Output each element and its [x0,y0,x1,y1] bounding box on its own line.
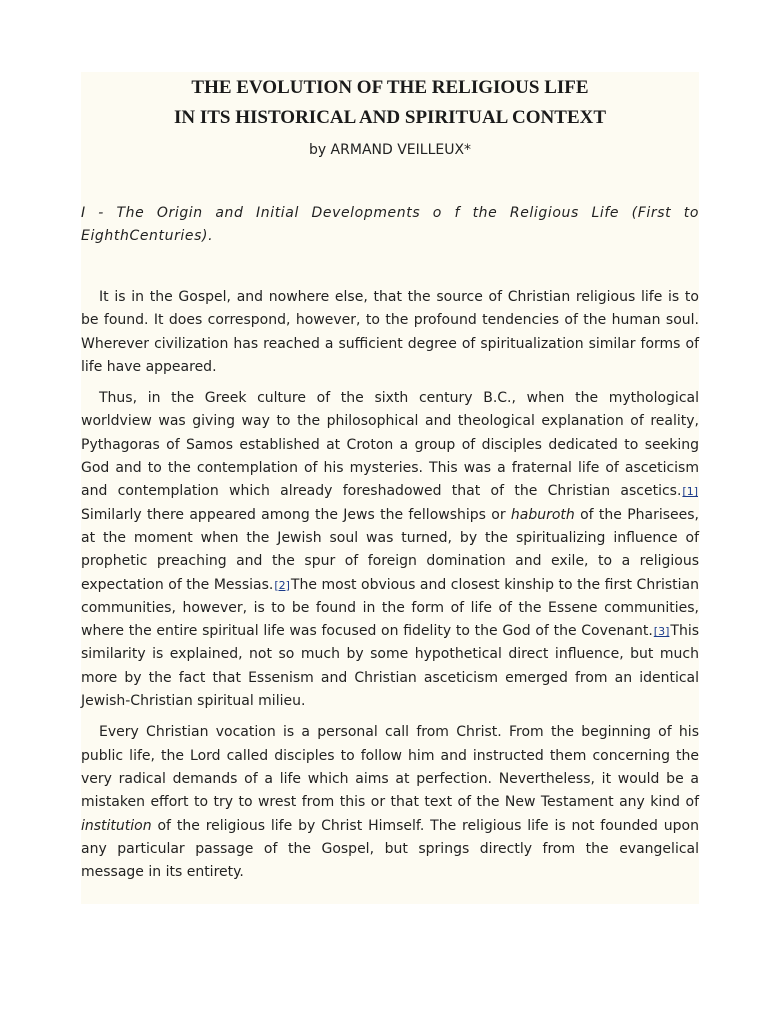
paragraph-1: It is in the Gospel, and nowhere else, that the source of Christian religious life is to be found. It does correspond, however, to the profound tendencies of the human soul. Wherever civilization has reached a sufficient degree of spiritualization similar forms of life have appeared. [81,289,699,375]
byline: by ARMAND VEILLEUX* [308,142,472,158]
document-sheet [81,72,699,904]
paragraph-2-text-a: Thus, in the Greek culture of the sixth century B.C., when the mythological worldview was giving way to the philosophical and theological explanation of reality, Pythagoras of Samos established at Croton a group of disciples dedicated to seeking God and to the contemplation of his mysteries. This was a fraternal life of asceticism and contemplation which already foreshadowed that of the Christian ascetics. [81,390,699,500]
article-body [81,286,699,892]
institution-term: institution [81,817,152,834]
footnote-link-2[interactable]: [2] [274,578,290,592]
footnote-link-3[interactable]: [3] [653,625,670,639]
paragraph-2-text-b: Similarly there appeared among the Jews the fellowships or [81,506,511,523]
paragraph-2-text-c: of the Pharisees, at the moment when the Jewish soul was turned, by the spiritualizing influence of prophetic preaching and the spur of foreign domination and exile, to a religious expectation of the Messias. [81,506,699,593]
section-heading: I - The Origin and Initial Developments o f the Religious Life (First to EighthCenturies). [81,205,699,244]
haburoth-term: haburoth [510,506,575,523]
paragraph-3-text-b: of the religious life by Christ Himself. The religious life is not founded upon any particular passage of the Gospel, but springs directly from the evangelical message in its entirety. [81,817,699,881]
title-line-2: IN ITS HISTORICAL AND SPIRITUAL CONTEXT [173,107,607,128]
footnote-link-1[interactable]: [1] [682,485,698,499]
paragraph-2 [81,387,699,713]
title-line-1: THE EVOLUTION OF THE RELIGIOUS LIFE [191,77,589,98]
paragraph-3-text-a: Every Christian vocation is a personal call from Christ. From the beginning of his public life, the Lord called disciples to follow him and instructed them concerning the very radical demands of a life which aims at perfection. Nevertheless, it would be a mistaken effort to try to wrest from this or that text of the New Testament any kind of [81,724,699,811]
paragraph-3 [81,721,699,884]
paragraph-2-text-e: This similarity is explained, not so much by some hypothetical direct influence, but much more by the fact that Essenism and Christian asceticism emerged from an identical Jewish-Christian spiritual milieu. [81,623,699,710]
paragraph-2-text-d: The most obvious and closest kinship to the first Christian communities, however, is to be found in the form of life of the Essene communities, where the entire spiritual life was focused on fidelity to the God of the Covenant. [81,576,699,640]
